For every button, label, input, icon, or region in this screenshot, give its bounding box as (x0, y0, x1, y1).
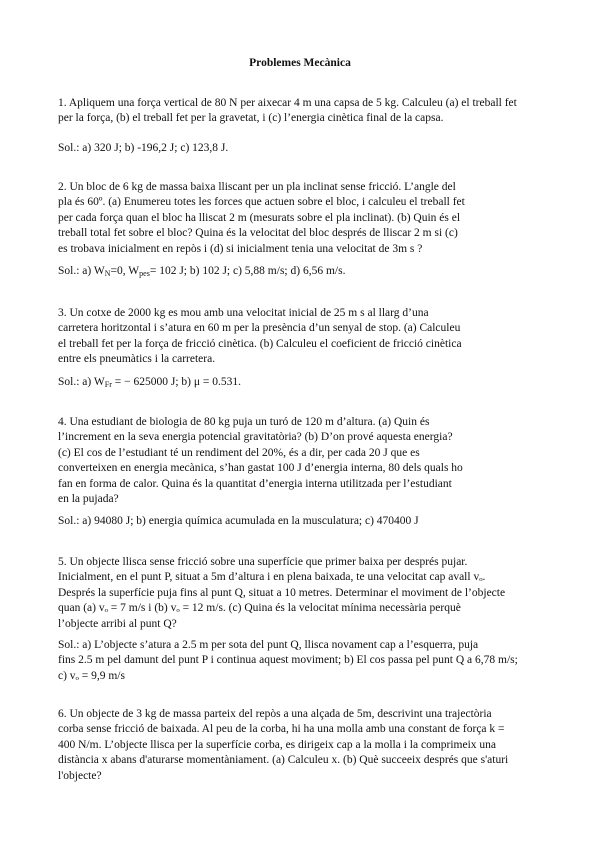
problem-text-line: corba sense fricció de baixada. Al peu de la corba, hi ha una molla amb una constant de força k = (58, 723, 505, 736)
problem-5 (58, 555, 558, 632)
problem-text-line: distància x abans d'aturarse momentàniament. (a) Calculeu x. (b) Què succeeix després que s'aturi (58, 754, 509, 767)
solution-text (58, 375, 558, 390)
problem-text-line: 2. Un bloc de 6 kg de massa baixa lliscant per un pla inclinat sense fricció. L’angle del (58, 181, 456, 193)
problem-3 (58, 306, 558, 368)
problem-text-line: Inicialment, en el punt P, situat a 5m d’altura i en plena baixada, te una velocitat cap avall vₒ. (58, 571, 486, 584)
problem-text-line: pla és 60º. (a) Enumereu totes les forces que actuen sobre el bloc, i calculeu el treball fet (58, 196, 465, 209)
solution-5 (58, 638, 558, 684)
subscript: N (104, 269, 111, 278)
solution-text (58, 264, 558, 279)
solution-2 (58, 264, 558, 279)
solution-prefix: Sol.: a) W (58, 376, 105, 388)
solution-text: Sol.: a) 94080 J; b) energia química acumulada en la musculatura; c) 470400 J (58, 515, 419, 527)
problem-text-line: 3. Un cotxe de 2000 kg es mou amb una velocitat inicial de 25 m s al llarg d’una (58, 307, 429, 319)
problem-text-line: l’objecte arribi al punt Q? (58, 617, 177, 630)
solution-3 (58, 375, 558, 390)
problem-text-line: l’increment en la seva energia potencial gravitatòria? (b) D’on prové aquesta energia? (58, 431, 453, 444)
problem-text-line: per cada força quan el bloc ha lliscat 2 m (mesurats sobre el pla inclinat). (b) Quin és el (58, 211, 461, 224)
problem-text-line: el treball fet per la força de fricció cinètica. (b) Calculeu el coeficient de fricció cinètica (58, 337, 462, 350)
solution-part: =0, W (110, 265, 140, 277)
problem-text-line: (c) El cos de l’estudiant té un rendiment del 20%, és a dir, per cada 20 J que es (58, 446, 420, 459)
subscript: Fr (104, 380, 112, 389)
problem-text-line: Després la superfície puja fins al punt Q, situat a 10 metres. Determinar el moviment de l’objecte (58, 586, 506, 599)
problem-text-line: entre els pneumàtics i la carretera. (58, 353, 216, 366)
solution-4 (58, 514, 558, 529)
solution-part: = − 625000 J; b) μ = 0.531. (111, 376, 241, 388)
problem-text-line: treball total fet sobre el bloc? Quina és la velocitat del bloc després de lliscar 2 m si (c) (58, 227, 458, 240)
solution-prefix: Sol.: a) W (58, 265, 105, 277)
problem-text-line: es trobava inicialment en repòs i (d) si inicialment tenia una velocitat de 3m s ? (58, 242, 423, 255)
solution-text-line: Sol.: a) L’objecte s’atura a 2.5 m per sota del punt Q, llisca novament cap a l’esquerra, puja (58, 639, 479, 651)
problem-text-line: 400 N/m. L’objecte llisca per la superfície corba, es dirigeix cap a la molla i la comprimeix una (58, 738, 497, 751)
document-title: Problemes Mecànica (249, 57, 351, 69)
problem-text-line: 6. Un objecte de 3 kg de massa parteix del repòs a una alçada de 5m, descrivint una trajectòria (58, 708, 492, 720)
problem-4 (58, 415, 558, 507)
problem-text-line: 4. Una estudiant de biologia de 80 kg puja un turó de 120 m d’altura. (a) Quin és (58, 416, 430, 428)
problem-text-line: 5. Un objecte llisca sense fricció sobre una superfície que primer baixa per després pujar. (58, 556, 468, 568)
problem-text-line: l'objecte? (58, 769, 102, 782)
problem-text-line: per la força, (b) el treball fet per la gravetat, i (c) l’energia cinètica final de la capsa. (58, 112, 444, 125)
problem-text-line: quan (a) vₒ = 7 m/s i (b) vₒ = 12 m/s. (c) Quina és la velocitat mínima necessària perquè (58, 602, 461, 615)
solution-1 (58, 141, 558, 156)
problem-text-line: fan en forma de calor. Quina és la quantitat d’energia interna utilitzada per l’estudiant (58, 477, 452, 490)
problem-2 (58, 180, 558, 257)
problem-6 (58, 707, 558, 784)
solution-text-line: fins 2.5 m pel damunt del punt P i continua aquest moviment; b) El cos passa pel punt Q a 6,78 m/s; (58, 654, 518, 667)
problem-text-line: carretera horitzontal i s’atura en 60 m per la presència d’un senyal de stop. (a) Calculeu (58, 322, 461, 335)
problem-text-line: converteixen en energia mecànica, s’han gastat 100 J d’energia interna, 80 dels quals ho (58, 462, 463, 475)
solution-text-line: c) vₒ = 9,9 m/s (58, 669, 125, 682)
problem-text-line: en la pujada? (58, 493, 119, 506)
solution-part: = 102 J; b) 102 J; c) 5,88 m/s; d) 6,56 m/s. (149, 265, 346, 277)
problem-text-line: 1. Apliquem una força vertical de 80 N per aixecar 4 m una capsa de 5 kg. Calculeu (a) el treball fet (58, 97, 517, 109)
solution-text: Sol.: a) 320 J; b) -196,2 J; c) 123,8 J. (58, 142, 229, 154)
problem-1 (58, 96, 558, 127)
subscript: pes (139, 269, 150, 278)
